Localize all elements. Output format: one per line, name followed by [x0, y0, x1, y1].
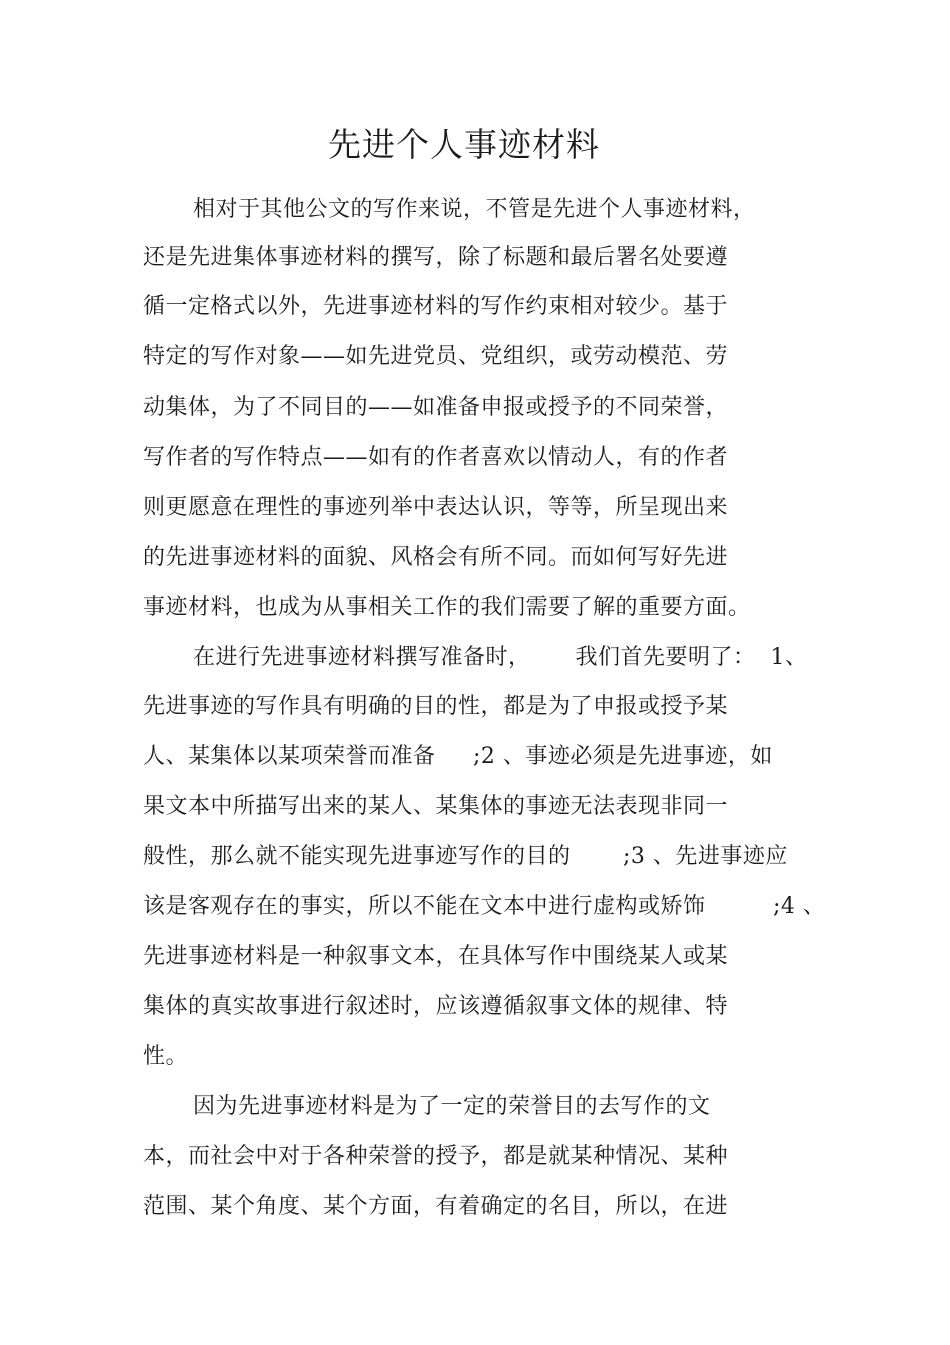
text-line: 循一定格式以外，先进事迹材料的写作约束相对较少。基于: [143, 294, 729, 319]
text-line: 则更愿意在理性的事迹列举中表达认识，等等，所呈现出来: [143, 495, 729, 520]
text-line: 还是先进集体事迹材料的撰写，除了标题和最后署名处要遵: [143, 245, 729, 270]
text-line: 相对于其他公文的写作来说，不管是先进个人事迹材料，: [193, 197, 756, 222]
text-line: 范围、某个角度、某个方面，有着确定的名目，所以，在进: [143, 1194, 729, 1219]
text-line: 动集体，为了不同目的——如准备申报或授予的不同荣誉，: [143, 395, 729, 420]
text-line: 集体的真实故事进行叙述时，应该遵循叙事文体的规律、特: [143, 994, 729, 1019]
text-line: 先进事迹材料是一种叙事文本，在具体写作中围绕某人或某: [143, 944, 729, 969]
text-line: 先进事迹的写作具有明确的目的性，都是为了申报或授予某: [143, 694, 729, 719]
text-line: 般性，那么就不能实现先进事迹写作的目的 ;3 、先进事迹应: [143, 844, 788, 869]
text-line: 因为先进事迹材料是为了一定的荣誉目的去写作的文: [193, 1094, 711, 1119]
text-line: 果文本中所描写出来的某人、某集体的事迹无法表现非同一: [143, 794, 729, 819]
text-line: 本，而社会中对于各种荣誉的授予，都是就某种情况、某种: [143, 1144, 729, 1169]
text-line: 人、某集体以某项荣誉而准备 ;2 、事迹必须是先进事迹，如: [143, 744, 773, 769]
text-line: 该是客观存在的事实，所以不能在文本中进行虚构或矫饰 ;4 、: [143, 894, 826, 919]
text-line: 的先进事迹材料的面貌、风格会有所不同。而如何写好先进: [143, 545, 729, 570]
text-line: 写作者的写作特点——如有的作者喜欢以情动人，有的作者: [143, 445, 729, 470]
document-title: 先进个人事迹材料: [328, 125, 600, 164]
text-line: 性。: [143, 1044, 189, 1069]
text-line: 在进行先进事迹材料撰写准备时， 我们首先要明了： 1、: [193, 645, 808, 670]
text-line: 特定的写作对象——如先进党员、党组织，或劳动模范、劳: [143, 344, 729, 369]
text-line: 事迹材料，也成为从事相关工作的我们需要了解的重要方面。: [143, 595, 751, 620]
